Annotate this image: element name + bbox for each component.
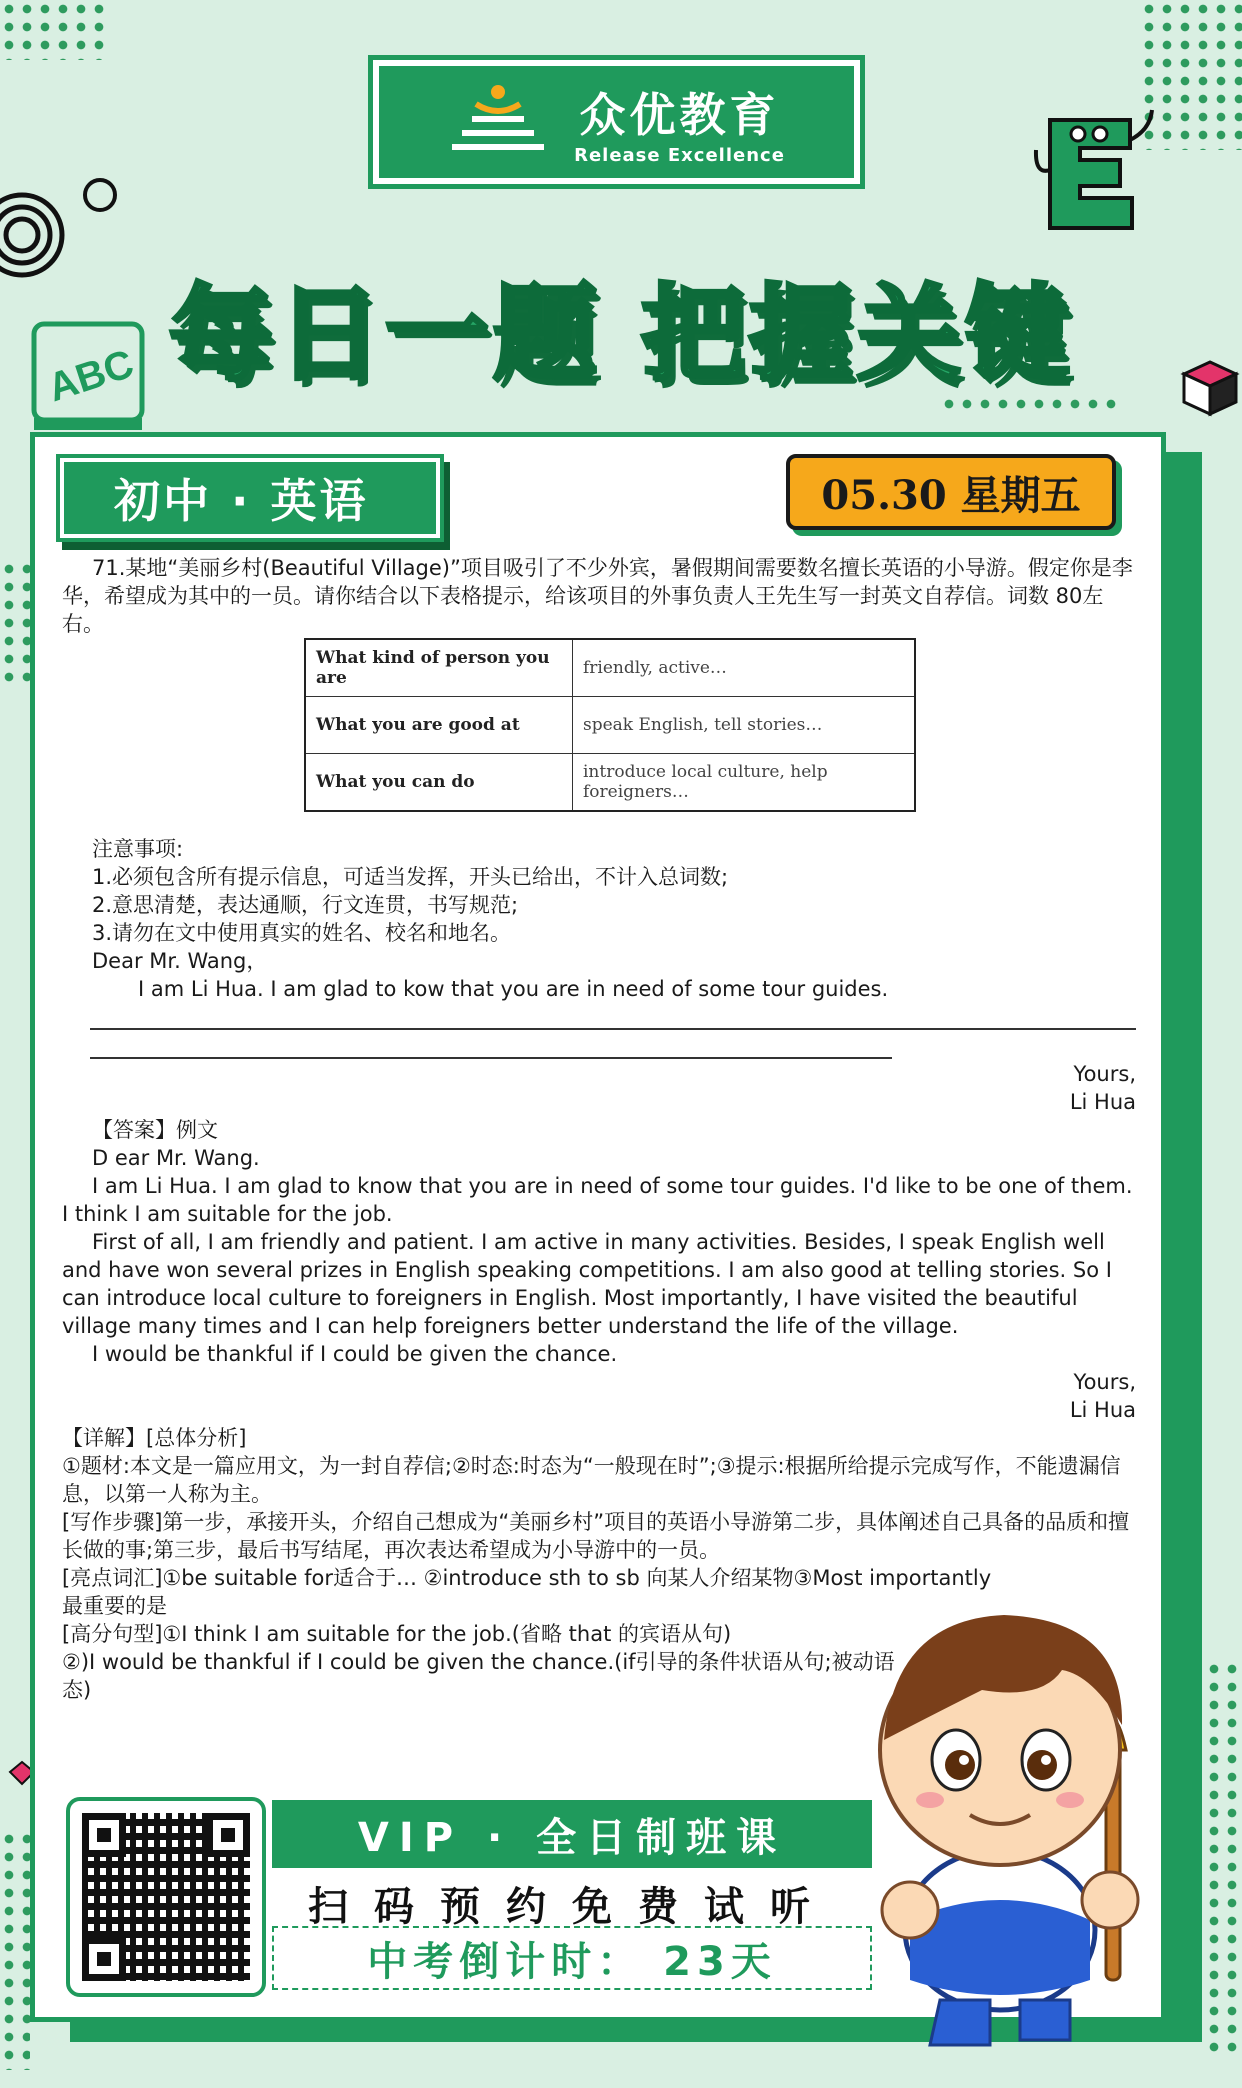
circle-outline-icon xyxy=(80,175,120,215)
analysis-line: ①题材:本文是一篇应用文，为一封自荐信;②时态:时态为“一般现在时”;③提示:根据所给提示完成写作，不能遗漏信息，以第一人称为主。 xyxy=(62,1454,1121,1506)
table-row xyxy=(305,754,915,812)
brand-logo xyxy=(373,60,860,184)
answer-paragraph: First of all, I am friendly and patient. I am active in many activities. Besides, I speak English well and have won several prizes in English speaking competitions. I am also good at telling stories. So I can introduce local culture to foreigners in English. Most importantly, I have visited the beautiful village many times and I can help foreigners better understand the life of the village. xyxy=(62,1230,1112,1338)
brand-name-en: Release Excellence xyxy=(574,144,785,166)
boy-mascot-icon xyxy=(870,1600,1200,2070)
letter-e-mascot-icon xyxy=(1030,100,1160,240)
question-text: 71.某地“美丽乡村(Beautiful Village)”项目吸引了不少外宾，暑假期间需要数名擅长英语的小导游。假定你是李华，希望成为其中的一员。请你结合以下表格提示，给该项目的外事负责人王先生写一封英文自荐信。词数 80左右。 xyxy=(62,556,1133,636)
table-cell-key: What kind of person you are xyxy=(305,639,573,697)
signature: Li Hua xyxy=(1069,1090,1136,1114)
notes-title: 注意事项: xyxy=(92,837,184,861)
qr-code[interactable] xyxy=(66,1797,266,1997)
note-item: 2.意思清楚，表达通顺，行文连贯，书写规范; xyxy=(92,893,519,917)
qr-finder xyxy=(82,1813,126,1857)
table-cell-key: What you are good at xyxy=(305,697,573,754)
analysis-line: 最重要的是 xyxy=(62,1594,167,1618)
date-badge: 05.30 星期五 xyxy=(786,454,1116,530)
question-signature xyxy=(900,1060,1136,1116)
signature: Li Hua xyxy=(1069,1398,1136,1422)
answer-heading: 【答案】例文 xyxy=(92,1118,218,1142)
brand-name-cn: 众优教育 xyxy=(579,87,780,142)
decor-dots-left xyxy=(0,560,30,690)
exam-countdown: 中考倒计时： 23天 xyxy=(272,1926,872,1990)
vip-banner: VIP · 全日制班课 xyxy=(272,1800,872,1868)
decor-dots-top-left xyxy=(0,0,110,60)
letter-opening: I am Li Hua. I am glad to kow that you are in need of some tour guides. xyxy=(138,977,889,1001)
qr-pattern xyxy=(82,1813,250,1981)
page-slogan: 每日一题 把握关键 xyxy=(168,273,1074,395)
table-cell-value: friendly, active… xyxy=(573,639,916,697)
note-item: 3.请勿在文中使用真实的姓名、校名和地名。 xyxy=(92,921,512,945)
sign-off: Yours, xyxy=(1073,1062,1136,1086)
answer-block xyxy=(62,1116,1136,1368)
question-prompt xyxy=(62,554,1136,638)
table-row xyxy=(305,697,915,754)
answer-signature xyxy=(900,1368,1136,1424)
note-item: 1.必须包含所有提示信息，可适当发挥，开头已给出，不计入总词数; xyxy=(92,865,729,889)
analysis-line: [写作步骤]第一步，承接开头，介绍自己想成为“美丽乡村”项目的英语小导游第二步，具体阐述自己具备的品质和擅长做的事;第三步，最后书写结尾，再次表达希望成为小导游中的一员。 xyxy=(62,1510,1130,1562)
table-cell-value: speak English, tell stories… xyxy=(573,697,916,754)
sign-off: Yours, xyxy=(1073,1370,1136,1394)
svg-text:ABC: ABC xyxy=(42,341,139,411)
analysis-line: [亮点词汇]①be suitable for适合于… ②introduce sth to sb 向某人介绍某物③Most importantly xyxy=(62,1566,992,1590)
writing-line xyxy=(90,1057,892,1059)
answer-paragraph: I am Li Hua. I am glad to know that you are in need of some tour guides. I'd like to be one of them. I think I am suitable for the job. xyxy=(62,1174,1133,1226)
table-cell-key: What you can do xyxy=(305,754,573,812)
analysis-line: 【详解】[总体分析] xyxy=(62,1426,247,1450)
table-row xyxy=(305,639,915,697)
decor-dots-bottom-left xyxy=(0,1830,30,2070)
answer-paragraph: I would be thankful if I could be given the chance. xyxy=(92,1342,618,1366)
writing-line xyxy=(90,1028,1136,1030)
letter-salutation: Dear Mr. Wang， xyxy=(92,949,268,973)
notes-block xyxy=(92,835,1132,1003)
table-cell-value: introduce local culture, help foreigners… xyxy=(573,754,916,812)
qr-finder xyxy=(206,1813,250,1857)
analysis-line: [高分句型]①I think I am suitable for the job.(省略 that 的宾语从句) xyxy=(62,1622,732,1646)
analysis-line: ②)I would be thankful if I could be given the chance.(if引导的条件状语从句;被动语态) xyxy=(62,1650,895,1702)
answer-salutation: D ear Mr. Wang. xyxy=(92,1146,260,1170)
scan-cta: 扫码预约免费试听 xyxy=(308,1883,836,1930)
logo-tree-icon xyxy=(448,82,548,162)
subject-badge: 初中 · 英语 xyxy=(60,458,440,538)
decor-dots-bottom-right xyxy=(1205,1660,1242,2060)
qr-finder xyxy=(82,1937,126,1981)
hint-table xyxy=(304,638,916,812)
